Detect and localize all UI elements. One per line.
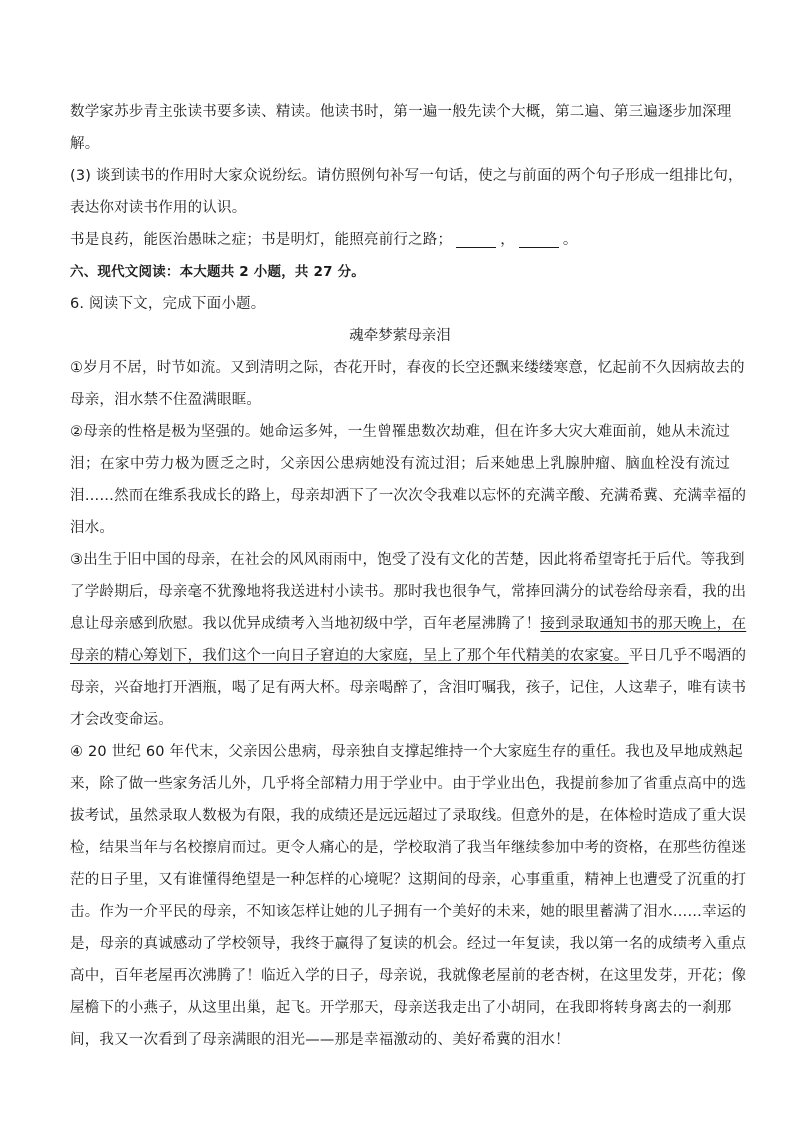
document-page bbox=[70, 96, 747, 1056]
intro-line-2: 解。 bbox=[70, 136, 100, 152]
paragraph-4-line: 拔考试，虽然录取人数极为有限，我的成绩还是远远超过了录取线。但意外的是，在体检时造成了重大误 bbox=[70, 808, 747, 824]
question-6-instruction: 6. 阅读下文，完成下面小题。 bbox=[70, 296, 266, 312]
underlined-sentence: 母亲的精心筹划下，我们这个一向日子窘迫的大家庭，呈上了那个年代精美的农家宴。 bbox=[70, 648, 629, 664]
paragraph-2-line: ②母亲的性格是极为坚强的。她命运多舛，一生曾罹患数次劫难，但在许多大灾大难面前，她从未流过 bbox=[70, 424, 730, 440]
paragraph-4-line: 来，除了做一些家务活儿外，几乎将全部精力用于学业中。由于学业出色，我提前参加了省重点高中的选 bbox=[70, 776, 747, 792]
paragraph-1-line: 母亲，泪水禁不住盈满眼眶。 bbox=[70, 392, 262, 408]
paragraph-3-line: 了学龄期后，母亲毫不犹豫地将我送进村小读书。那时我也很争气，常捧回满分的试卷给母亲看，我的出 bbox=[70, 584, 747, 600]
paragraph-3-line: 母亲，兴奋地打开酒瓶，喝了足有两大杯。母亲喝醉了，含泪叮嘱我，孩子，记住，人这辈子，唯有读书 bbox=[70, 680, 747, 696]
question-3-line-1: (3) 谈到读书的作用时大家众说纷纭。请仿照例句补写一句话，使之与前面的两个句子形成一组排比句， bbox=[70, 168, 743, 184]
paragraph-2-line: 泪；在家中劳力极为匮乏之时，父亲因公患病她没有流过泪；后来她患上乳腺肿瘤、脑血栓没有流过 bbox=[70, 456, 730, 472]
example-sentence: 书是良药，能医治愚昧之症；书是明灯，能照亮前行之路； bbox=[70, 232, 453, 248]
section-6-score-note: 本大题共 2 小题，共 27 分。 bbox=[179, 264, 365, 280]
answer-blank-1[interactable] bbox=[456, 233, 496, 248]
paragraph-2-line: 泪水。 bbox=[70, 520, 115, 536]
section-6-label: 六、现代文阅读： bbox=[70, 264, 180, 280]
article-title: 魂牵梦萦母亲泪 bbox=[349, 328, 451, 344]
paragraph-3-line bbox=[70, 608, 747, 640]
paragraph-4-line: 屋檐下的小燕子，从这里出巢，起飞。开学那天，母亲送我走出了小胡同，在我即将转身离去的一刹那 bbox=[70, 1000, 732, 1016]
paragraph-4-line: 检，结果当年与名校擦肩而过。更令人痛心的是，学校取消了我当年继续参加中考的资格，在那些彷徨迷 bbox=[70, 840, 747, 856]
question-3-fill-line bbox=[70, 224, 730, 256]
paragraph-4-line: ④ 20 世纪 60 年代末，父亲因公患病，母亲独自支撑起维持一个大家庭生存的重任。我也及早地成熟起 bbox=[70, 744, 743, 760]
paragraph-4-line: 间，我又一次看到了母亲满眼的泪光——那是幸福激动的、美好希冀的泪水！ bbox=[70, 1032, 570, 1048]
paragraph-3-text: 息让母亲感到欣慰。我以优异成绩考入当地初级中学，百年老屋沸腾了！ bbox=[70, 616, 541, 632]
paragraph-2-line: 泪……然而在维系我成长的路上，母亲却洒下了一次次令我难以忘怀的充满辛酸、充满希冀、充满幸福的 bbox=[70, 488, 747, 504]
paragraph-4-line: 茫的日子里，又有谁懂得绝望是一种怎样的心境呢？这期间的母亲，心事重重，精神上也遭受了沉重的打 bbox=[70, 872, 747, 888]
paragraph-4-line: 击。作为一介平民的母亲，不知该怎样让她的儿子拥有一个美好的未来，她的眼里蓄满了泪水……幸运的 bbox=[70, 904, 747, 920]
intro-line-1: 数学家苏步青主张读书要多读、精读。他读书时，第一遍一般先读个大概，第二遍、第三遍逐步加深理 bbox=[70, 104, 732, 120]
blank-end-mark: 。 bbox=[562, 232, 578, 248]
paragraph-3-line: 才会改变命运。 bbox=[70, 712, 173, 728]
paragraph-3-text: 平日几乎不喝酒的 bbox=[628, 648, 747, 664]
paragraph-3-line: ③出生于旧中国的母亲，在社会的风风雨雨中，饱受了没有文化的苦楚，因此将希望寄托于后代。等我到 bbox=[70, 552, 745, 568]
paragraph-1-line: ①岁月不居，时节如流。又到清明之际，杏花开时，春夜的长空还飘来缕缕寒意，忆起前不久因病故去的 bbox=[70, 360, 745, 376]
section-6-heading bbox=[70, 256, 730, 288]
paragraph-4-line: 是，母亲的真诚感动了学校领导，我终于赢得了复读的机会。经过一年复读，我以第一名的成绩考入重点 bbox=[70, 936, 747, 952]
blank-separator: ， bbox=[500, 232, 515, 248]
paragraph-3-line bbox=[70, 640, 747, 672]
question-3-line-2: 表达你对读书作用的认识。 bbox=[70, 200, 247, 216]
paragraph-4-line: 高中，百年老屋再次沸腾了！临近入学的日子，母亲说，我就像老屋前的老杏树，在这里发芽，开花；像 bbox=[70, 968, 747, 984]
underlined-sentence: 接到录取通知书的那天晚上，在 bbox=[540, 616, 747, 632]
answer-blank-2[interactable] bbox=[519, 233, 559, 248]
